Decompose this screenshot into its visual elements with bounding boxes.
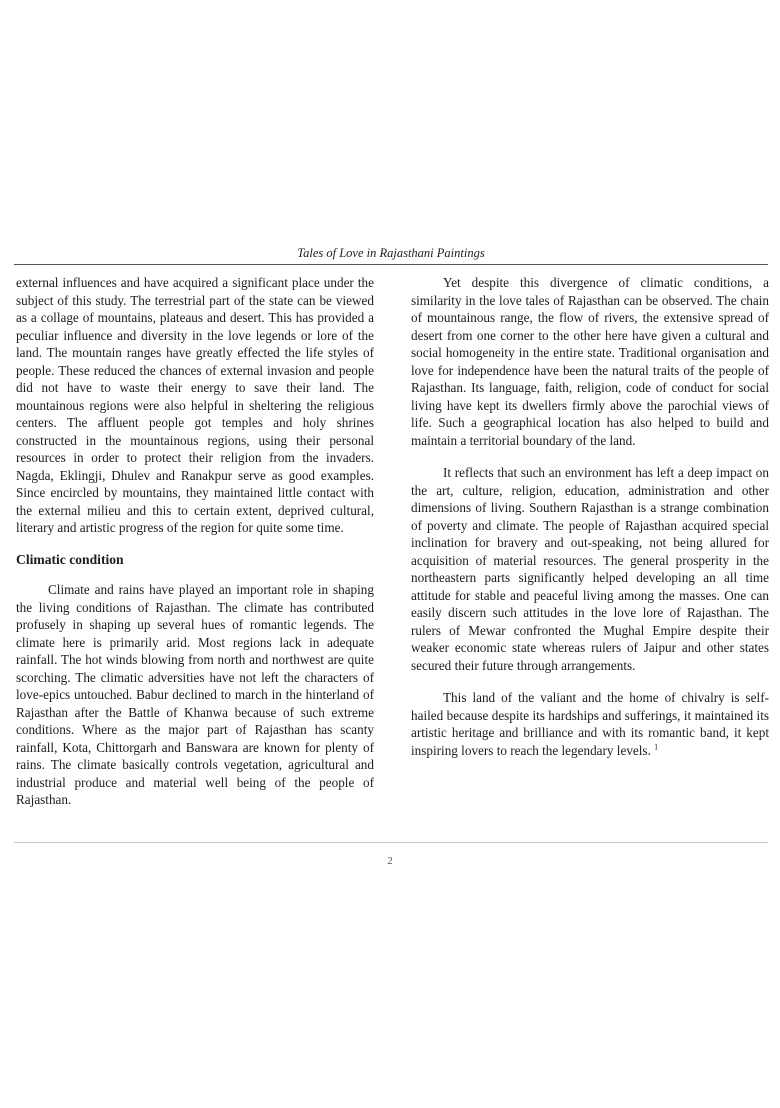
right-paragraph-3-text: This land of the valiant and the home of chivalry is self-hailed because despite its hardships and sufferings, it maintained its artistic heritage and brilliance and with its romantic band, it kept inspiring lovers to reach the legendary levels. xyxy=(411,690,769,758)
right-paragraph-3 xyxy=(411,689,769,759)
header-divider xyxy=(14,264,768,265)
right-paragraph-2: It reflects that such an environment has left a deep impact on the art, culture, religion, education, administration and other dimensions of living. Southern Rajasthan is a strange combination of poverty and climate. The people of Rajasthan acquired special inclination for bravery and out-speaking, not being allured for acquisition of material resources. The general prosperity in the northeastern parts significantly helped developing an all time attitude for stable and peaceful living among the masses. One can easily discern such attitudes in the love lore of Rajasthan. The rulers of Mewar confronted the Mughal Empire despite their weaker economic state whereas rulers of Jaipur and other states secured their future through arrangements. xyxy=(411,465,769,673)
right-column xyxy=(411,274,769,759)
left-paragraph-2: Climate and rains have played an important role in shaping the living conditions of Rajasthan. The climate has contributed profusely in shaping up several hues of romantic legends. The climate here is primarily arid. Most regions lack in adequate rainfall. The hot winds blowing from north and northwest are quite scorching. The climatic adversities have not left the characters of love-epics untouched. Babur declined to march in the hinterland of Rajasthan after the Battle of Khanwa because of such extreme conditions. Where as the major part of Rajasthan has scanty rainfall, Kota, Chittorgarh and Banswara are known for plenty of rains. The climate basically controls vegetation, agricultural and industrial produce and material well being of the people of Rajasthan. xyxy=(16,582,374,807)
footnote-marker: 1 xyxy=(654,742,659,752)
footer-divider xyxy=(14,842,768,843)
left-column xyxy=(16,274,374,809)
running-header: Tales of Love in Rajasthani Paintings xyxy=(297,246,485,260)
section-heading: Climatic condition xyxy=(16,551,124,567)
page-number: 2 xyxy=(387,855,393,867)
left-paragraph-1: external influences and have acquired a significant place under the subject of this study. The terrestrial part of the state can be viewed as a collage of mountains, plateaus and desert. This has provided a peculiar influence and diversity in the love legends or lore of the land. The mountain ranges have greatly effected the life styles of people. These reduced the chances of external invasion and people did not have to waste their energy to save their land. The mountainous regions were also helpful in sheltering the religious centers. The affluent people got temples and holy shrines constructed in the mountainous regions, using their personal resources in order to protect their religion from the invaders. Nagda, Eklingji, Dhulev and Ranakpur serve as good examples. Since encircled by mountains, they maintained little contact with the external milieu and this to certain extent, deprived cultural, literary and artistic progress of the region for quite some time. xyxy=(16,275,374,535)
right-paragraph-1: Yet despite this divergence of climatic conditions, a similarity in the love tales of Rajasthan can be observed. The chain of mountainous range, the flow of rivers, the extensive spread of desert from one corner to the other here have given a cultural and social homogeneity in the entire state. Traditional organisation and love for independence have been the natural traits of the people of Rajasthan. Its language, faith, religion, code of conduct for social living have kept its dwellers firmly above the parochial views of life. Such a geographical location has also helped to build and maintain a territorial boundary of the land. xyxy=(411,275,769,448)
